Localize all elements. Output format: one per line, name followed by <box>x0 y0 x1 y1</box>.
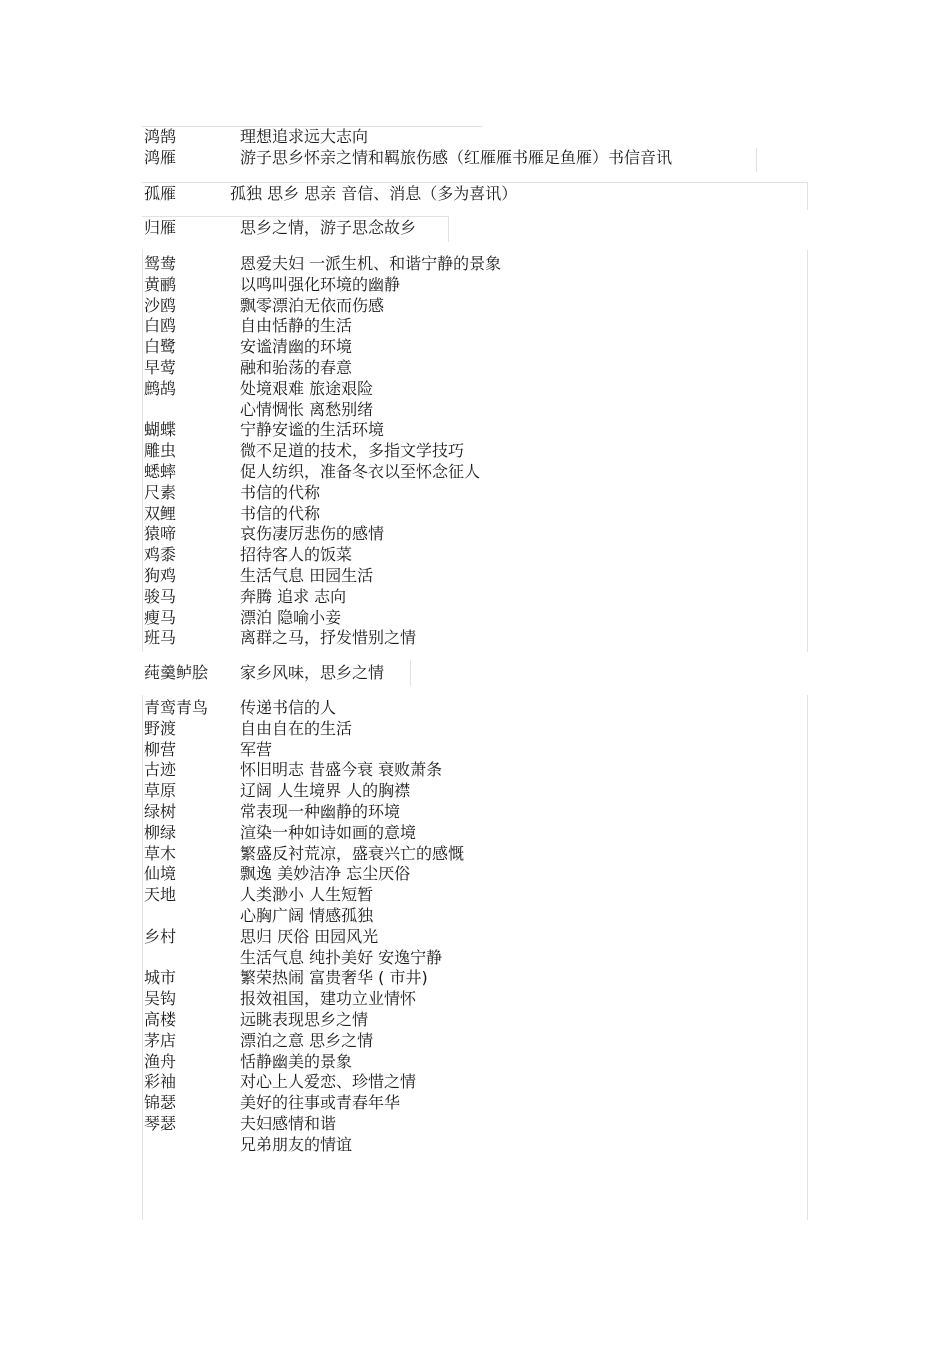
term: 归雁 <box>144 218 177 237</box>
meaning: 渲染一种如诗如画的意境 <box>240 822 417 842</box>
meaning: 自由自在的生活 <box>240 718 353 738</box>
meaning: 繁荣热闹 富贵奢华 ( 市井) <box>240 968 428 988</box>
term: 莼羹鲈脍 <box>144 663 209 682</box>
meaning: 传递书信的人 <box>240 698 337 717</box>
term: 吴钩 <box>144 989 177 1009</box>
meaning: 自由恬静的生活 <box>240 316 353 336</box>
term: 锦瑟 <box>144 1093 177 1113</box>
term: 乡村 <box>144 926 177 946</box>
meaning: 漂泊 隐喻小妾 <box>240 607 342 627</box>
term: 仙境 <box>144 864 177 884</box>
rule-line <box>142 695 143 1220</box>
term: 青鸾青鸟 <box>144 698 209 717</box>
term: 班马 <box>144 628 177 648</box>
term: 狗鸡 <box>144 565 177 585</box>
meaning: 飘零漂泊无依而伤感 <box>240 295 385 315</box>
meaning: 书信的代称 <box>240 482 321 502</box>
term: 沙鸥 <box>144 295 177 315</box>
meaning: 辽阔 人生境界 人的胸襟 <box>240 781 411 801</box>
rule-line <box>756 148 757 172</box>
rule-line <box>448 216 449 242</box>
meaning: 繁盛反衬荒凉，盛衰兴亡的感慨 <box>240 843 465 863</box>
term: 柳营 <box>144 739 177 759</box>
meaning: 思归 厌俗 田园风光 <box>240 926 379 946</box>
rule-line <box>807 250 808 652</box>
term: 猿啼 <box>144 524 177 544</box>
meaning: 美好的往事或青春年华 <box>240 1093 401 1113</box>
meaning: 人类渺小 人生短暂 <box>240 885 374 905</box>
meaning: 心胸广阔 情感孤独 <box>240 905 374 925</box>
meaning: 生活气息 田园生活 <box>240 565 374 585</box>
term: 茅店 <box>144 1030 177 1050</box>
meaning: 夫妇感情和谐 <box>240 1113 337 1133</box>
term: 天地 <box>144 885 177 905</box>
term: 鸳鸯 <box>144 254 177 273</box>
meaning: 书信的代称 <box>240 503 321 523</box>
term: 尺素 <box>144 482 177 502</box>
term: 高楼 <box>144 1009 177 1029</box>
term: 早莺 <box>144 357 177 377</box>
term: 骏马 <box>144 586 177 606</box>
meaning: 孤独 思乡 思亲 音信、消息（多为喜讯） <box>230 184 518 203</box>
term: 鸡黍 <box>144 545 177 565</box>
term: 鹧鸪 <box>144 378 177 398</box>
meaning: 微不足道的技术，多指文学技巧 <box>240 441 465 461</box>
term: 古迹 <box>144 760 177 780</box>
term: 鸿雁 <box>144 147 177 167</box>
meaning: 远眺表现思乡之情 <box>240 1009 369 1029</box>
meaning: 安谧清幽的环境 <box>240 337 353 357</box>
meaning: 报效祖国，建功立业情怀 <box>240 989 417 1009</box>
term: 瘦马 <box>144 607 177 627</box>
term: 绿树 <box>144 801 177 821</box>
term: 琴瑟 <box>144 1113 177 1133</box>
meaning: 飘逸 美妙洁净 忘尘厌俗 <box>240 864 411 884</box>
meaning: 漂泊之意 思乡之情 <box>240 1030 374 1050</box>
meaning: 恬静幽美的景象 <box>240 1051 353 1071</box>
meaning: 常表现一种幽静的环境 <box>240 801 401 821</box>
term: 白鸥 <box>144 316 177 336</box>
meaning: 以鸣叫强化环境的幽静 <box>240 274 401 294</box>
rule-line <box>807 695 808 1220</box>
meaning: 哀伤凄厉悲伤的感情 <box>240 524 385 544</box>
rule-line <box>142 250 143 652</box>
meaning: 兄弟朋友的情谊 <box>240 1134 353 1154</box>
term: 渔舟 <box>144 1051 177 1071</box>
meaning: 游子思乡怀亲之情和羁旅伤感（红雁雁书雁足鱼雁）书信音讯 <box>240 147 673 167</box>
meaning: 怀旧明志 昔盛今衰 衰败萧条 <box>240 760 443 780</box>
meaning: 招待客人的饭菜 <box>240 545 353 565</box>
meaning: 促人纺织，准备冬衣以至怀念征人 <box>240 461 481 481</box>
term: 鸿鹄 <box>144 127 177 146</box>
term: 白鹭 <box>144 337 177 357</box>
meaning: 奔腾 追求 志向 <box>240 586 347 606</box>
rule-line <box>807 182 808 210</box>
term: 黄鹂 <box>144 274 177 294</box>
meaning: 恩爱夫妇 一派生机、和谐宁静的景象 <box>240 254 502 273</box>
term: 蝴蝶 <box>144 420 177 440</box>
term: 蟋蟀 <box>144 461 177 481</box>
term: 野渡 <box>144 718 177 738</box>
meaning: 理想追求远大志向 <box>240 127 369 146</box>
term: 草原 <box>144 781 177 801</box>
meaning: 离群之马，抒发惜别之情 <box>240 628 417 648</box>
meaning: 思乡之情，游子思念故乡 <box>240 218 417 237</box>
meaning: 家乡风味，思乡之情 <box>240 663 385 682</box>
term: 双鲤 <box>144 503 177 523</box>
term: 雕虫 <box>144 441 177 461</box>
term: 柳绿 <box>144 822 177 842</box>
term: 孤雁 <box>144 184 177 203</box>
rule-line <box>410 660 411 686</box>
meaning: 生活气息 纯扑美好 安逸宁静 <box>240 947 443 967</box>
term: 城市 <box>144 968 177 988</box>
meaning: 宁静安谧的生活环境 <box>240 420 385 440</box>
meaning: 军营 <box>240 739 273 759</box>
term: 彩袖 <box>144 1072 177 1092</box>
meaning: 处境艰难 旅途艰险 <box>240 378 374 398</box>
meaning: 心情惆怅 离愁别绪 <box>240 399 374 419</box>
meaning: 对心上人爱恋、珍惜之情 <box>240 1072 417 1092</box>
term: 草木 <box>144 843 177 863</box>
meaning: 融和骀荡的春意 <box>240 357 353 377</box>
